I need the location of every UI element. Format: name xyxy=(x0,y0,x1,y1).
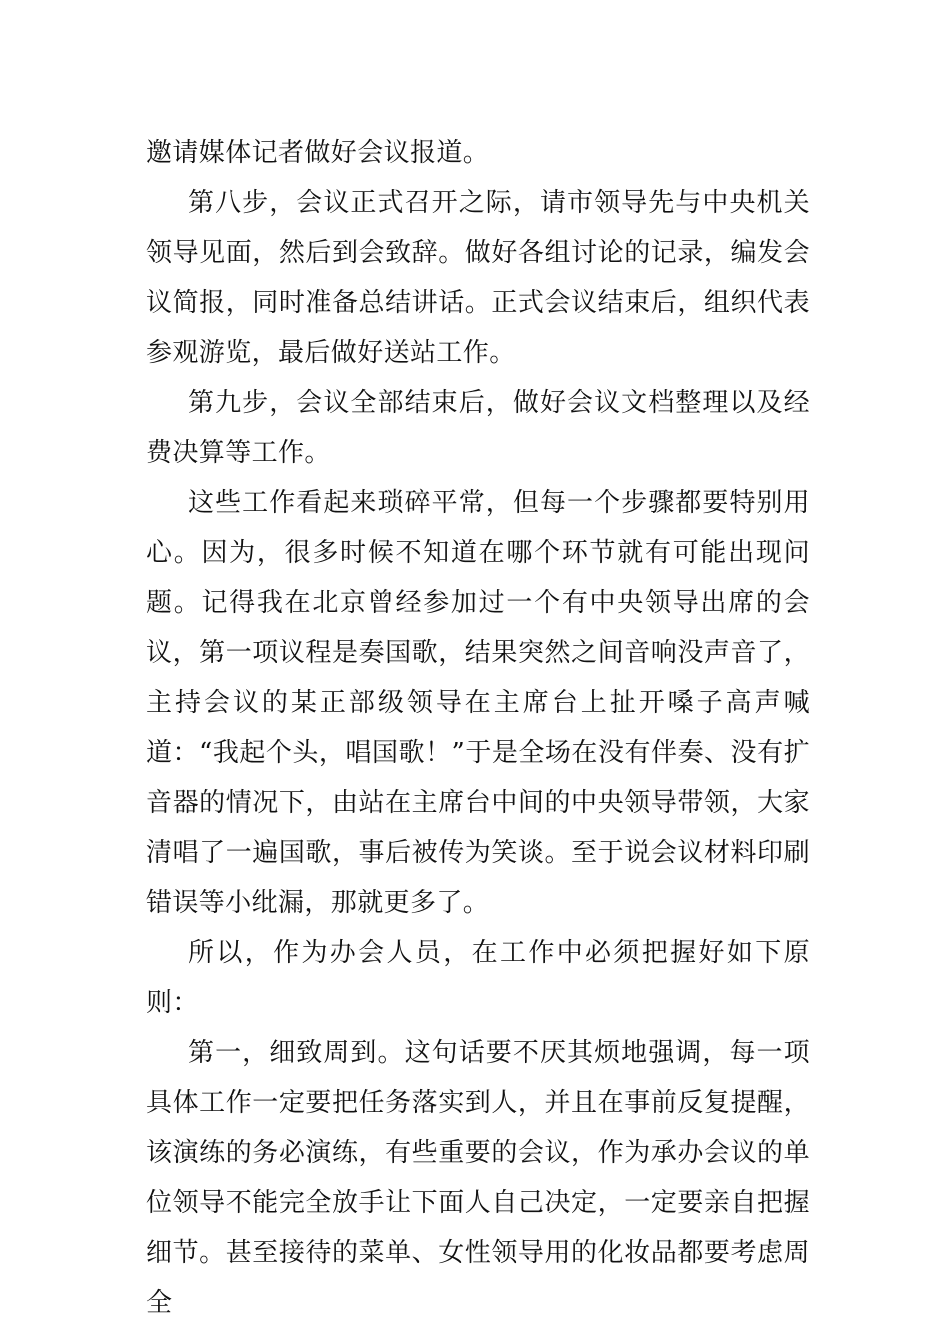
paragraph-anecdote: 这些工作看起来琐碎平常，但每一个步骤都要特别用心。因为，很多时候不知道在哪个环节就有可能出现问题。记得我在北京曾经参加过一个有中央领导出席的会议，第一项议程是奏国歌，结果突然之间音响没声音了，主持会议的某正部级领导在主席台上扯开嗓子高声喊道：“我起个头，唱国歌！”于是全场在没有伴奏、没有扩音器的情况下，由站在主席台中间的中央领导带领，大家清唱了一遍国歌，事后被传为笑谈。至于说会议材料印刷错误等小纰漏，那就更多了。 xyxy=(146,488,810,918)
paragraph-media-invite: 邀请媒体记者做好会议报道。 xyxy=(146,138,490,168)
paragraph-step-eight: 第八步，会议正式召开之际，请市领导先与中央机关领导见面，然后到会致辞。做好各组讨论的记录，编发会议简报，同时准备总结讲话。正式会议结束后，组织代表参观游览，最后做好送站工作。 xyxy=(146,188,810,368)
paragraph-principle-one: 第一，细致周到。这句话要不厌其烦地强调，每一项具体工作一定要把任务落实到人，并且在事前反复提醒，该演练的务必演练，有些重要的会议，作为承办会议的单位领导不能完全放手让下面人自己决定，一定要亲自把握细节。甚至接待的菜单、女性领导用的化妆品都要考虑周全 xyxy=(146,1038,810,1318)
document-body xyxy=(146,128,810,1328)
paragraph-principles-intro: 所以，作为办会人员，在工作中必须把握好如下原则： xyxy=(146,938,810,1018)
paragraph-step-nine: 第九步，会议全部结束后，做好会议文档整理以及经费决算等工作。 xyxy=(146,388,810,468)
